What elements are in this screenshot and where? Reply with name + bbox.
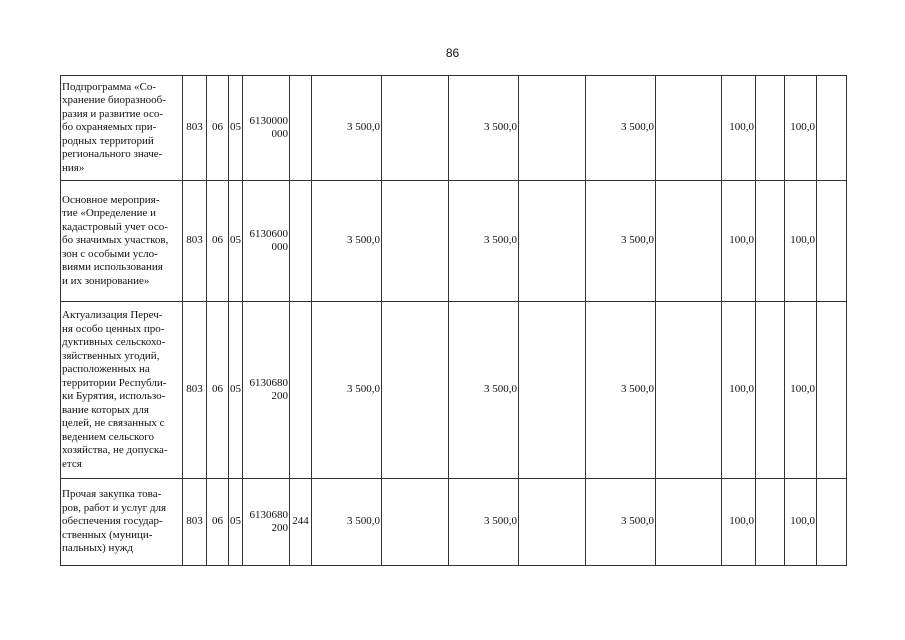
percent-cell: 100,0	[785, 302, 817, 479]
empty-cell	[817, 479, 847, 566]
amount-executed-cell: 3 500,0	[586, 302, 656, 479]
row-name-line: разия и развитие осо-	[62, 107, 164, 120]
percent-cell: 100,0	[722, 302, 756, 479]
amount-plan-cell: 3 500,0	[312, 479, 382, 566]
amount-executed-cell: 3 500,0	[586, 76, 656, 181]
row-name-line: хранение биоразнооб-	[62, 94, 166, 107]
section-code-cell: 06	[207, 302, 229, 479]
table-row	[61, 181, 847, 302]
target-article-line: 6130680	[249, 376, 288, 389]
row-name-line: кадастровый учет осо-	[62, 220, 168, 233]
target-article-line: 6130600	[249, 227, 288, 240]
amount-approved-cell: 3 500,0	[449, 76, 519, 181]
empty-cell	[519, 181, 586, 302]
section-code-cell: 06	[207, 76, 229, 181]
target-article-cell	[243, 302, 290, 479]
expense-type-cell	[290, 76, 312, 181]
row-name-line: родных территорий	[62, 134, 154, 147]
empty-cell	[382, 181, 449, 302]
subsection-code-cell: 05	[229, 302, 243, 479]
row-name-line: Прочая закупка това-	[62, 488, 162, 501]
percent-cell: 100,0	[785, 76, 817, 181]
percent-cell: 100,0	[785, 181, 817, 302]
page-number: 86	[445, 46, 460, 60]
target-article-line: 000	[271, 241, 288, 253]
empty-cell	[519, 479, 586, 566]
row-name-line: пальных) нужд	[62, 542, 134, 555]
row-name-line: регионального значе-	[62, 148, 163, 161]
amount-approved-cell: 3 500,0	[449, 302, 519, 479]
row-name-cell	[61, 302, 183, 479]
target-article-line: 6130000	[249, 114, 288, 127]
row-name-cell	[61, 479, 183, 566]
row-name-line: ственных (муници-	[62, 528, 153, 541]
grbs-code-cell: 803	[183, 181, 207, 302]
empty-cell	[756, 479, 785, 566]
row-name-line: территории Республи-	[62, 376, 167, 389]
row-name-line: ведением сельского	[62, 430, 155, 443]
row-name-line: Подпрограмма «Со-	[62, 80, 156, 93]
target-article-line: 200	[271, 390, 288, 402]
expense-type-cell: 244	[290, 479, 312, 566]
expense-type-cell	[290, 181, 312, 302]
section-code-cell: 06	[207, 479, 229, 566]
subsection-code-cell: 05	[229, 76, 243, 181]
empty-cell	[656, 181, 722, 302]
budget-table	[60, 75, 847, 566]
amount-approved-cell: 3 500,0	[449, 479, 519, 566]
empty-cell	[382, 479, 449, 566]
empty-cell	[382, 302, 449, 479]
row-name-cell	[61, 76, 183, 181]
row-name-line: бо охраняемых при-	[62, 121, 157, 134]
amount-plan-cell: 3 500,0	[312, 302, 382, 479]
amount-executed-cell: 3 500,0	[586, 479, 656, 566]
table-row	[61, 479, 847, 566]
row-name-line: бо значимых участков,	[62, 234, 169, 247]
amount-plan-cell: 3 500,0	[312, 181, 382, 302]
empty-cell	[656, 76, 722, 181]
row-name-line: ния»	[62, 161, 85, 174]
row-name-line: хозяйства, не допуска-	[62, 444, 168, 456]
empty-cell	[519, 302, 586, 479]
subsection-code-cell: 05	[229, 181, 243, 302]
amount-plan-cell: 3 500,0	[312, 76, 382, 181]
row-name-line: ки Бурятия, использо-	[62, 390, 166, 402]
empty-cell	[656, 479, 722, 566]
empty-cell	[756, 302, 785, 479]
section-code-cell: 06	[207, 181, 229, 302]
empty-cell	[382, 76, 449, 181]
empty-cell	[817, 181, 847, 302]
empty-cell	[656, 302, 722, 479]
percent-cell: 100,0	[722, 76, 756, 181]
row-name-line: виями использования	[62, 261, 163, 274]
empty-cell	[817, 302, 847, 479]
row-name-line: ров, работ и услуг для	[62, 501, 167, 514]
row-name-line: ня особо ценных про-	[62, 322, 165, 335]
grbs-code-cell: 803	[183, 302, 207, 479]
row-name-line: обеспечения государ-	[62, 515, 163, 528]
target-article-line: 6130680	[249, 508, 288, 521]
empty-cell	[519, 76, 586, 181]
grbs-code-cell: 803	[183, 479, 207, 566]
expense-type-cell	[290, 302, 312, 479]
row-name-line: зон с особыми усло-	[62, 247, 158, 260]
table-row	[61, 302, 847, 479]
percent-cell: 100,0	[722, 181, 756, 302]
percent-cell: 100,0	[722, 479, 756, 566]
row-name-line: целей, не связанных с	[62, 417, 165, 429]
empty-cell	[817, 76, 847, 181]
target-article-cell	[243, 76, 290, 181]
amount-approved-cell: 3 500,0	[449, 181, 519, 302]
target-article-cell	[243, 181, 290, 302]
row-name-line: тие «Определение и	[62, 207, 157, 220]
amount-executed-cell: 3 500,0	[586, 181, 656, 302]
row-name-line: ется	[62, 457, 82, 470]
empty-cell	[756, 76, 785, 181]
grbs-code-cell: 803	[183, 76, 207, 181]
subsection-code-cell: 05	[229, 479, 243, 566]
table-body	[61, 76, 847, 566]
row-name-line: и их зонирование»	[62, 274, 150, 287]
row-name-line: Актуализация Переч-	[62, 309, 163, 321]
table-row	[61, 76, 847, 181]
empty-cell	[756, 181, 785, 302]
target-article-cell	[243, 479, 290, 566]
row-name-line: Основное мероприя-	[62, 193, 160, 206]
target-article-line: 000	[271, 128, 288, 140]
row-name-cell	[61, 181, 183, 302]
percent-cell: 100,0	[785, 479, 817, 566]
row-name-line: расположенных на	[62, 363, 150, 375]
target-article-line: 200	[271, 522, 288, 534]
row-name-line: дуктивных сельскохо-	[62, 336, 166, 348]
row-name-line: вание которых для	[62, 403, 149, 416]
row-name-line: зяйственных угодий,	[62, 349, 160, 362]
